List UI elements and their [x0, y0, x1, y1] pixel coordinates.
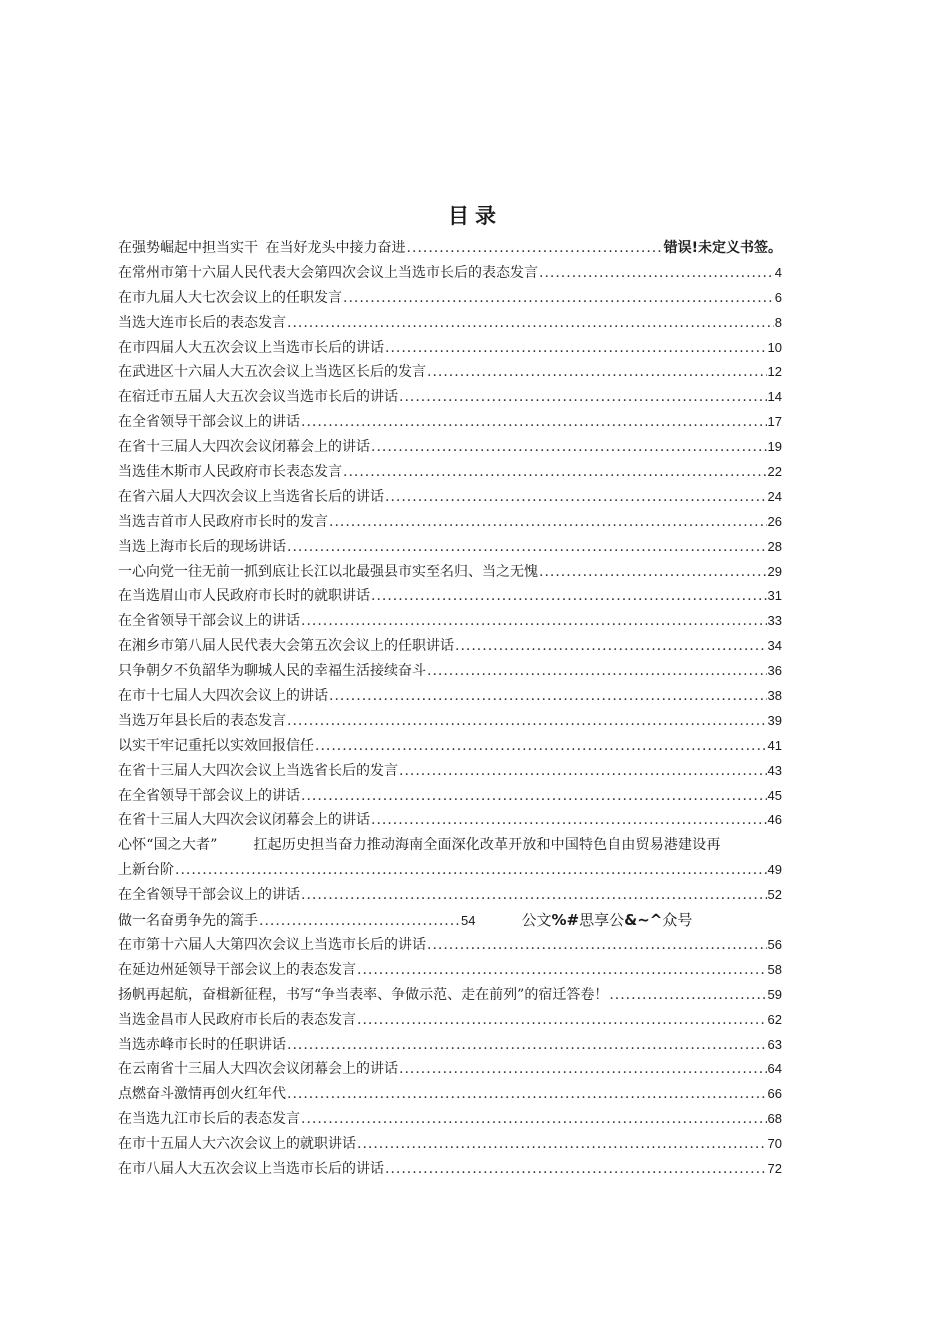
dot-leader [407, 236, 663, 261]
toc-page-number: 12 [767, 364, 782, 380]
toc-page-number: 38 [767, 688, 782, 704]
dot-leader [343, 460, 767, 485]
toc-page-number: 19 [767, 439, 782, 455]
toc-page-number: 49 [767, 862, 782, 878]
toc-entry-title: 在省十三届人大四次会议上当选省长后的发言 [118, 762, 398, 779]
toc-page-number: 45 [767, 787, 782, 803]
toc-entry-title: 在市第十六届人大第四次会议上当选市长后的讲话 [118, 936, 426, 953]
bookmark-error-text: 错误!未定义书签。 [663, 240, 782, 256]
toc-page-number: 14 [767, 389, 782, 405]
toc-page-number: 26 [767, 513, 782, 529]
watermark-symbols: &~^ [624, 911, 663, 930]
table-of-contents [118, 236, 782, 1182]
toc-entry[interactable] [118, 336, 782, 361]
toc-entry[interactable] [118, 435, 782, 460]
toc-entry[interactable] [118, 236, 782, 261]
toc-entry-title: 在全省领导干部会议上的讲话 [118, 613, 300, 630]
toc-entry[interactable] [118, 1107, 782, 1132]
toc-entry-title: 在省十三届人大四次会议闭幕会上的讲话 [118, 812, 370, 829]
toc-entry-title: 以实干牢记重托以实效回报信任 [118, 737, 314, 754]
dot-leader [287, 311, 774, 336]
dot-leader [399, 1057, 767, 1082]
toc-group-1 [118, 261, 782, 833]
toc-entry[interactable] [118, 933, 782, 958]
toc-entry-wrapped[interactable] [118, 833, 782, 883]
toc-entry-title: 在当选九江市长后的表态发言 [118, 1111, 300, 1128]
toc-entry-title: 做一名奋勇争先的篙手 [118, 913, 258, 930]
dot-leader [385, 1157, 767, 1182]
toc-entry[interactable] [118, 958, 782, 983]
toc-entry-line-1 [118, 833, 782, 858]
watermark-text [521, 908, 692, 933]
toc-entry-title: 在省十三届人大四次会议闭幕会上的讲话 [118, 439, 370, 456]
toc-page-number: 33 [767, 613, 782, 629]
toc-entry-title: 在延边州延领导干部会议上的表态发言 [118, 961, 356, 978]
toc-entry[interactable] [118, 1082, 782, 1107]
toc-entry[interactable] [118, 883, 782, 908]
toc-entry-title: 在全省领导干部会议上的讲话 [118, 414, 300, 431]
dot-leader [301, 609, 767, 634]
toc-page-number: 58 [767, 961, 782, 977]
toc-entry-title: 在市十七届人大四次会议上的讲话 [118, 688, 328, 705]
toc-page-number: 72 [767, 1160, 782, 1176]
toc-entry[interactable] [118, 510, 782, 535]
toc-entry[interactable] [118, 360, 782, 385]
toc-page-number: 29 [767, 563, 782, 579]
watermark-part: 思享公 [579, 911, 625, 930]
toc-entry[interactable] [118, 1157, 782, 1182]
dot-leader [329, 510, 767, 535]
toc-entry-title: 在常州市第十六届人民代表大会第四次会议上当选市长后的表态发言 [118, 264, 538, 281]
dot-leader [357, 958, 767, 983]
toc-entry-title: 在市十五届人大六次会议上的就职讲话 [118, 1136, 356, 1153]
toc-entry-title: 当选上海市长后的现场讲话 [118, 538, 286, 555]
dot-leader [385, 485, 767, 510]
dot-leader [301, 883, 767, 908]
toc-entry[interactable] [118, 983, 782, 1008]
dot-leader [371, 808, 767, 833]
toc-entry-title: 点燃奋斗激情再创火红年代 [118, 1086, 286, 1103]
toc-entry-title: 在湘乡市第八届人民代表大会第五次会议上的任职讲话 [118, 638, 454, 655]
toc-page-number: 8 [774, 314, 782, 330]
toc-entry-title: 在省六届人大四次会议上当选省长后的讲话 [118, 488, 384, 505]
toc-entry-title: 在市八届人大五次会议上当选市长后的讲话 [118, 1160, 384, 1177]
dot-leader [175, 858, 767, 883]
toc-entry-title: 在全省领导干部会议上的讲话 [118, 787, 300, 804]
dot-leader [427, 933, 767, 958]
toc-entry[interactable] [118, 1132, 782, 1157]
toc-entry-title: 在市九届人大七次会议上的任职发言 [118, 289, 342, 306]
watermark-part: 公文 [521, 911, 552, 930]
dot-leader [539, 560, 767, 585]
dot-leader [539, 261, 774, 286]
toc-entry[interactable] [118, 709, 782, 734]
toc-entry-title: 扬帆再起航，奋楫新征程，书写“争当表率、争做示范、走在前列”的宿迁答卷！ [118, 986, 609, 1003]
toc-entry-title: 在全省领导干部会议上的讲话 [118, 887, 300, 904]
toc-page-number: 28 [767, 538, 782, 554]
toc-entry-title: 只争朝夕不负韶华为聊城人民的幸福生活接续奋斗 [118, 663, 426, 680]
dot-leader [287, 1082, 767, 1107]
toc-page-number: 46 [767, 812, 782, 828]
toc-entry[interactable] [118, 684, 782, 709]
toc-entry-subtitle: 在当好龙头中接力奋进 [265, 240, 406, 256]
toc-page-number: 41 [767, 737, 782, 753]
dot-leader [371, 435, 767, 460]
toc-page-number: 31 [767, 588, 782, 604]
dot-leader [329, 684, 767, 709]
toc-entry[interactable] [118, 485, 782, 510]
toc-entry[interactable] [118, 410, 782, 435]
toc-page-number: 52 [767, 887, 782, 903]
toc-entry[interactable] [118, 784, 782, 809]
toc-entry[interactable] [118, 1033, 782, 1058]
toc-entry-title: 在武进区十六届人大五次会议上当选区长后的发言 [118, 364, 426, 381]
toc-entry[interactable] [118, 584, 782, 609]
toc-entry-line-2 [118, 858, 782, 883]
dot-leader [301, 784, 767, 809]
toc-page-number: 43 [767, 762, 782, 778]
toc-page-number: 68 [767, 1111, 782, 1127]
toc-entry[interactable] [118, 535, 782, 560]
toc-page-number: 10 [767, 339, 782, 355]
toc-page-number: 66 [767, 1086, 782, 1102]
toc-page-number: 62 [767, 1011, 782, 1027]
dot-leader [385, 336, 767, 361]
dot-leader [259, 909, 460, 934]
toc-page-number: 36 [767, 663, 782, 679]
toc-entry-title: 当选万年县长后的表态发言 [118, 712, 286, 729]
toc-entry-title: 在强势崛起中担当实干 [118, 240, 258, 256]
toc-entry[interactable] [118, 311, 782, 336]
watermark-symbols: %# [551, 911, 580, 930]
watermark-part: 众号 [662, 911, 693, 930]
toc-entry[interactable] [118, 808, 782, 833]
dot-leader [343, 286, 774, 311]
toc-page-number: 64 [767, 1061, 782, 1077]
toc-entry[interactable] [118, 286, 782, 311]
dot-leader [287, 535, 767, 560]
toc-page-number: 54 [461, 913, 476, 929]
toc-page-number: 70 [767, 1136, 782, 1152]
toc-page-number: 24 [767, 488, 782, 504]
toc-entry[interactable] [118, 261, 782, 286]
dot-leader [287, 1033, 767, 1058]
toc-entry[interactable] [118, 1008, 782, 1033]
toc-page-number: 22 [767, 464, 782, 480]
toc-page-number: 39 [767, 712, 782, 728]
toc-entry-subtitle: 扛起历史担当奋力推动海南全面深化改革开放和中国特色自由贸易港建设再 [253, 837, 721, 854]
dot-leader [301, 1107, 767, 1132]
dot-leader [399, 385, 767, 410]
dot-leader [315, 734, 767, 759]
dot-leader [301, 410, 767, 435]
toc-entry-title: 一心向党一往无前一抓到底让长江以北最强县市实至名归、当之无愧 [118, 563, 538, 580]
toc-page-number: 34 [767, 638, 782, 654]
toc-entry-title: 当选大连市长后的表态发言 [118, 314, 286, 331]
toc-entry[interactable] [118, 659, 782, 684]
dot-leader [287, 709, 767, 734]
toc-entry[interactable] [118, 634, 782, 659]
toc-entry-title: 在当选眉山市人民政府市长时的就职讲话 [118, 588, 370, 605]
toc-page-number: 59 [767, 986, 782, 1002]
dot-leader [609, 983, 766, 1008]
toc-page-number: 56 [767, 936, 782, 952]
toc-group-2 [118, 933, 782, 1182]
dot-leader [399, 759, 767, 784]
toc-entry[interactable] [118, 385, 782, 410]
toc-entry-continuation: 上新台阶 [118, 862, 174, 879]
toc-entry[interactable] [118, 908, 782, 933]
toc-entry-title: 在市四届人大五次会议上当选市长后的讲话 [118, 339, 384, 356]
toc-entry-title: 在宿迁市五届人大五次会议当选市长后的讲话 [118, 389, 398, 406]
dot-leader [427, 659, 767, 684]
dot-leader [371, 584, 767, 609]
dot-leader [455, 634, 767, 659]
dot-leader [357, 1132, 767, 1157]
toc-page-number: 63 [767, 1036, 782, 1052]
page-title: 目录 [448, 203, 502, 228]
toc-entry-title: 当选吉首市人民政府市长时的发言 [118, 513, 328, 530]
dot-leader [357, 1008, 767, 1033]
toc-entry[interactable] [118, 460, 782, 485]
toc-entry-title: 当选佳木斯市人民政府市长表态发言 [118, 464, 342, 481]
toc-entry-title: 在云南省十三届人大四次会议闭幕会上的讲话 [118, 1061, 398, 1078]
toc-entry[interactable] [118, 1057, 782, 1082]
toc-entry-title: 当选金昌市人民政府市长后的表态发言 [118, 1011, 356, 1028]
toc-entry[interactable] [118, 759, 782, 784]
toc-entry-title: 心怀“国之大者” [118, 837, 218, 854]
toc-entry[interactable] [118, 560, 782, 585]
toc-entry[interactable] [118, 609, 782, 634]
toc-entry-title: 当选赤峰市长时的任职讲话 [118, 1036, 286, 1053]
toc-page-number: 17 [767, 414, 782, 430]
dot-leader [427, 360, 767, 385]
toc-page-number: 6 [774, 289, 782, 305]
toc-page-number: 4 [774, 264, 782, 280]
toc-entry[interactable] [118, 734, 782, 759]
